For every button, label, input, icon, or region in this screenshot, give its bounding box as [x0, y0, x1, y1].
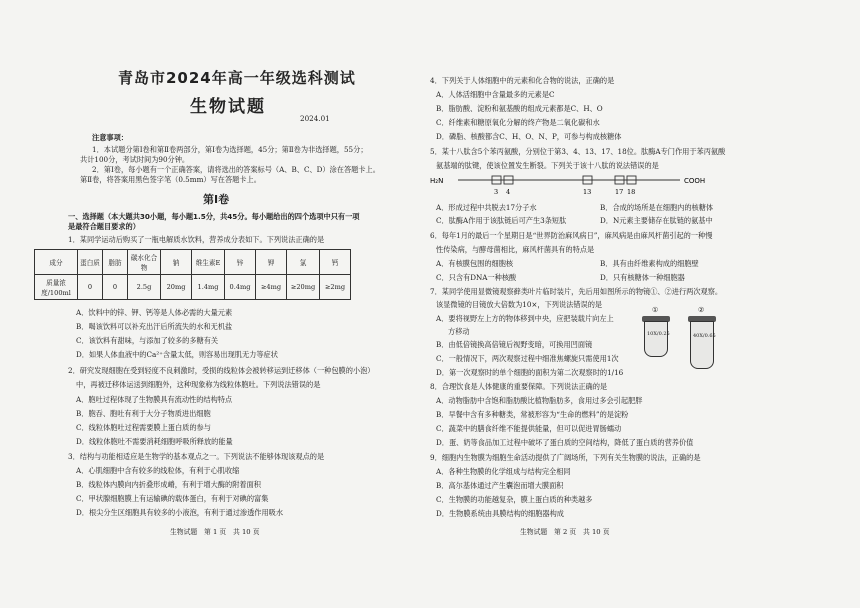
option: A．动物脂肪中含饱和脂肪酸比植物脂肪多，食用过多会引起肥胖 [436, 396, 643, 405]
option: D．根尖分生区细胞具有较多的小液泡，有利于通过渗透作用吸水 [76, 508, 284, 517]
table-cell: 钠 [161, 250, 192, 275]
nutrition-table [34, 249, 351, 300]
table-cell: 维生素E [192, 250, 225, 275]
option: D．磷脂、核酸都含C、H、O、N、P，可参与构成核糖体 [436, 132, 622, 141]
option: C．线粒体胞吐过程需要膜上蛋白质的参与 [76, 423, 211, 432]
lens-1-label: ① [652, 305, 659, 314]
chain-position-label: 3 [494, 188, 499, 196]
question-2: 2．研究发现细胞在受到轻度不良刺激时，受损的线粒体会被转移运到迁移体（一种包膜的小泡） [68, 366, 375, 375]
option: B．早餐中含有多种糖类，常被形容为“生命的燃料”的是淀粉 [436, 410, 629, 419]
objective-lens-2 [690, 321, 714, 369]
table-cell: 20mg [161, 275, 192, 300]
option: B．线粒体内膜向内折叠形成嵴，有利于增大酶的附着面积 [76, 480, 261, 489]
table-cell: 1.4mg [192, 275, 225, 300]
notice-line: 2．第Ⅰ卷，每小题有一个正确答案，请将选出的答案标号（A、B、C、D）涂在答题卡上。 [92, 165, 380, 174]
notice-line: 第Ⅱ卷，将答案用黑色签字笔（0.5mm）写在答题卡上。 [80, 175, 261, 184]
option: B．高尔基体通过产生囊泡而增大膜面积 [436, 481, 564, 490]
table-cell: 质量浓度/100ml [35, 275, 78, 300]
question-1: 1．某同学运动后购买了一瓶电解质水饮料，营养成分表如下。下列说法正确的是 [68, 235, 325, 244]
option: D．如果人体血液中的Ca²⁺含量太低，则容易出现肌无力等症状 [76, 350, 278, 359]
option: D．N元素主要储存在肽链的氨基中 [600, 216, 713, 225]
lens-1-text: 10X/0.25 [647, 331, 670, 337]
option: D．蛋、奶等食品加工过程中破坏了蛋白质的空间结构，降低了蛋白质的营养价值 [436, 438, 694, 447]
table-cell: 蛋白质 [78, 250, 103, 275]
option: C．该饮料有甜味，与添加了较多的多糖有关 [76, 336, 219, 345]
option: A．心肌细胞中含有较多的线粒体，有利于心肌收缩 [76, 466, 240, 475]
page-2 [430, 0, 860, 608]
question-5: 5．某十八肽含5个苯丙氨酸，分别位于第3、4、13、17、18位。肽酶A专门作用于苯丙氨酸 [430, 147, 726, 156]
part-heading: 第Ⅰ卷 [203, 193, 230, 206]
table-cell: 钾 [256, 250, 287, 275]
option: D．线粒体胞吐不需要消耗细胞呼吸所释放的能量 [76, 437, 233, 446]
table-cell: 锌 [225, 250, 256, 275]
exam-date: 2024.01 [300, 114, 330, 123]
chain-n-terminus: H₂N [430, 177, 444, 185]
table-cell: 碳水化合物 [128, 250, 161, 275]
option: A．胞吐过程体现了生物膜具有流动性的结构特点 [76, 395, 233, 404]
question-7: 7．某同学使用显微镜观察藓类叶片临时装片，先后用如图所示的物镜①、②进行两次观察。 [430, 287, 723, 296]
option: B．由低倍镜换高倍镜后视野变暗，可换用凹面镜 [436, 340, 593, 349]
option: B．具有由纤维素构成的细胞壁 [600, 259, 699, 268]
objective-lens-1 [644, 321, 668, 357]
chain-position-label: 13 [583, 188, 592, 196]
section-heading-cont: 是最符合题目要求的） [68, 222, 140, 231]
page-footer: 生物试题 第 1 页 共 10 页 [170, 528, 260, 536]
option: B．胞吞、胞吐有利于大分子物质进出细胞 [76, 409, 211, 418]
peptide-chain-diagram [430, 170, 770, 200]
option: A．形成过程中共脱去17分子水 [436, 203, 537, 212]
question-8: 8．合理饮食是人体健康的重要保障。下列说法正确的是 [430, 382, 608, 391]
table-cell: 成分 [35, 250, 78, 275]
chain-position-label: 4 [506, 188, 511, 196]
table-cell: 氯 [287, 250, 320, 275]
option: B．喝该饮料可以补充出汗后所流失的水和无机盐 [76, 322, 233, 331]
option: B．脂肪酸、淀粉和氨基酸的组成元素都是C、H、O [436, 104, 603, 113]
option: A．各种生物膜的化学组成与结构完全相同 [436, 467, 571, 476]
option: C．甲状腺细胞膜上有运输碘的载体蛋白，有利于对碘的富集 [76, 494, 269, 503]
option-cont: 方移动 [448, 327, 470, 336]
table-cell: ≥4mg [256, 275, 287, 300]
question-9: 9．细胞内生物膜为细胞生命活动提供了广阔场所，下列有关生物膜的说法，正确的是 [430, 453, 701, 462]
chain-c-terminus: COOH [684, 177, 706, 185]
notice-line: 共计100分，考试时间为90分钟。 [80, 155, 190, 164]
option: C．蔬菜中的膳食纤维不能提供能量，但可以促进胃肠蠕动 [436, 424, 622, 433]
option: A．饮料中的锌、钾、钙等是人体必需的大量元素 [76, 308, 233, 317]
notice-line: 1．本试题分第Ⅰ卷和第Ⅱ卷两部分，第Ⅰ卷为选择题，45分；第Ⅱ卷为非选择题，55分； [92, 145, 368, 154]
lens-2-label: ② [698, 305, 705, 314]
section-heading: 一、选择题（本大题共30小题，每小题1.5分，共45分。每小题给出的四个选项中只有一项 [68, 212, 360, 221]
question-2-cont: 中，再被迁移体运送到细胞外，这种现象称为线粒体胞吐。下列说法错误的是 [76, 380, 321, 389]
option: A．人体活细胞中含量最多的元素是C [436, 90, 555, 99]
question-3: 3．结构与功能相适应是生物学的基本观点之一。下列说法不能够体现该观点的是 [68, 452, 325, 461]
option: B．合成的场所是在细胞内的核糖体 [600, 203, 714, 212]
question-5-cont: 氨基端的肽键，使该位置发生断裂。下列关于该十八肽的说法错误的是 [436, 161, 659, 170]
option: D．第一次观察时的单个细胞的面积为第二次观察时的1/16 [436, 368, 624, 377]
option: D．只有核糖体一种细胞器 [600, 273, 685, 282]
question-6-cont: 性传染病，与酵母菌相比，麻风杆菌具有的特点是 [436, 245, 595, 254]
table-cell: 0 [78, 275, 103, 300]
option: C．只含有DNA一种核酸 [436, 273, 517, 282]
option: A．要将视野左上方的物体移到中央，应把装载片向左上 [436, 314, 614, 323]
chain-position-label: 17 [615, 188, 624, 196]
table-row [35, 250, 351, 275]
question-7-cont: 该显微镜的目镜放大倍数为10×，下列说法错误的是 [436, 300, 603, 309]
option: D．生物膜系统由具膜结构的细胞器构成 [436, 509, 564, 518]
option: C．生物膜的功能越复杂，膜上蛋白质的种类越多 [436, 495, 593, 504]
table-cell: 钙 [320, 250, 351, 275]
page-footer: 生物试题 第 2 页 共 10 页 [520, 528, 610, 536]
exam-title: 青岛市2024年高一年级选科测试 [118, 69, 356, 87]
option: C．肽酶A作用于该肽链后可产生3条短肽 [436, 216, 567, 225]
table-cell: ≥2mg [320, 275, 351, 300]
subject-title: 生物试题 [190, 97, 266, 117]
table-cell: 0 [103, 275, 128, 300]
question-6: 6．每年1月的最后一个星期日是“世界防治麻风病日”，麻风病是由麻风杆菌引起的一种慢 [430, 231, 713, 240]
table-row [35, 275, 351, 300]
lens-2-text: 40X/0.65 [693, 333, 716, 339]
chain-position-label: 18 [627, 188, 636, 196]
question-4: 4．下列关于人体细胞中的元素和化合物的说法，正确的是 [430, 76, 615, 85]
table-cell: 脂肪 [103, 250, 128, 275]
option: A．有核膜包围的细胞核 [436, 259, 514, 268]
table-cell: 0.4mg [225, 275, 256, 300]
option: C．纤维素和糖原氧化分解的终产物是二氧化碳和水 [436, 118, 600, 127]
table-cell: ≥20mg [287, 275, 320, 300]
option: C．一般情况下，两次观察过程中细准焦螺旋只需使用1次 [436, 354, 619, 363]
notice-title: 注意事项： [92, 133, 128, 142]
table-cell: 2.5g [128, 275, 161, 300]
